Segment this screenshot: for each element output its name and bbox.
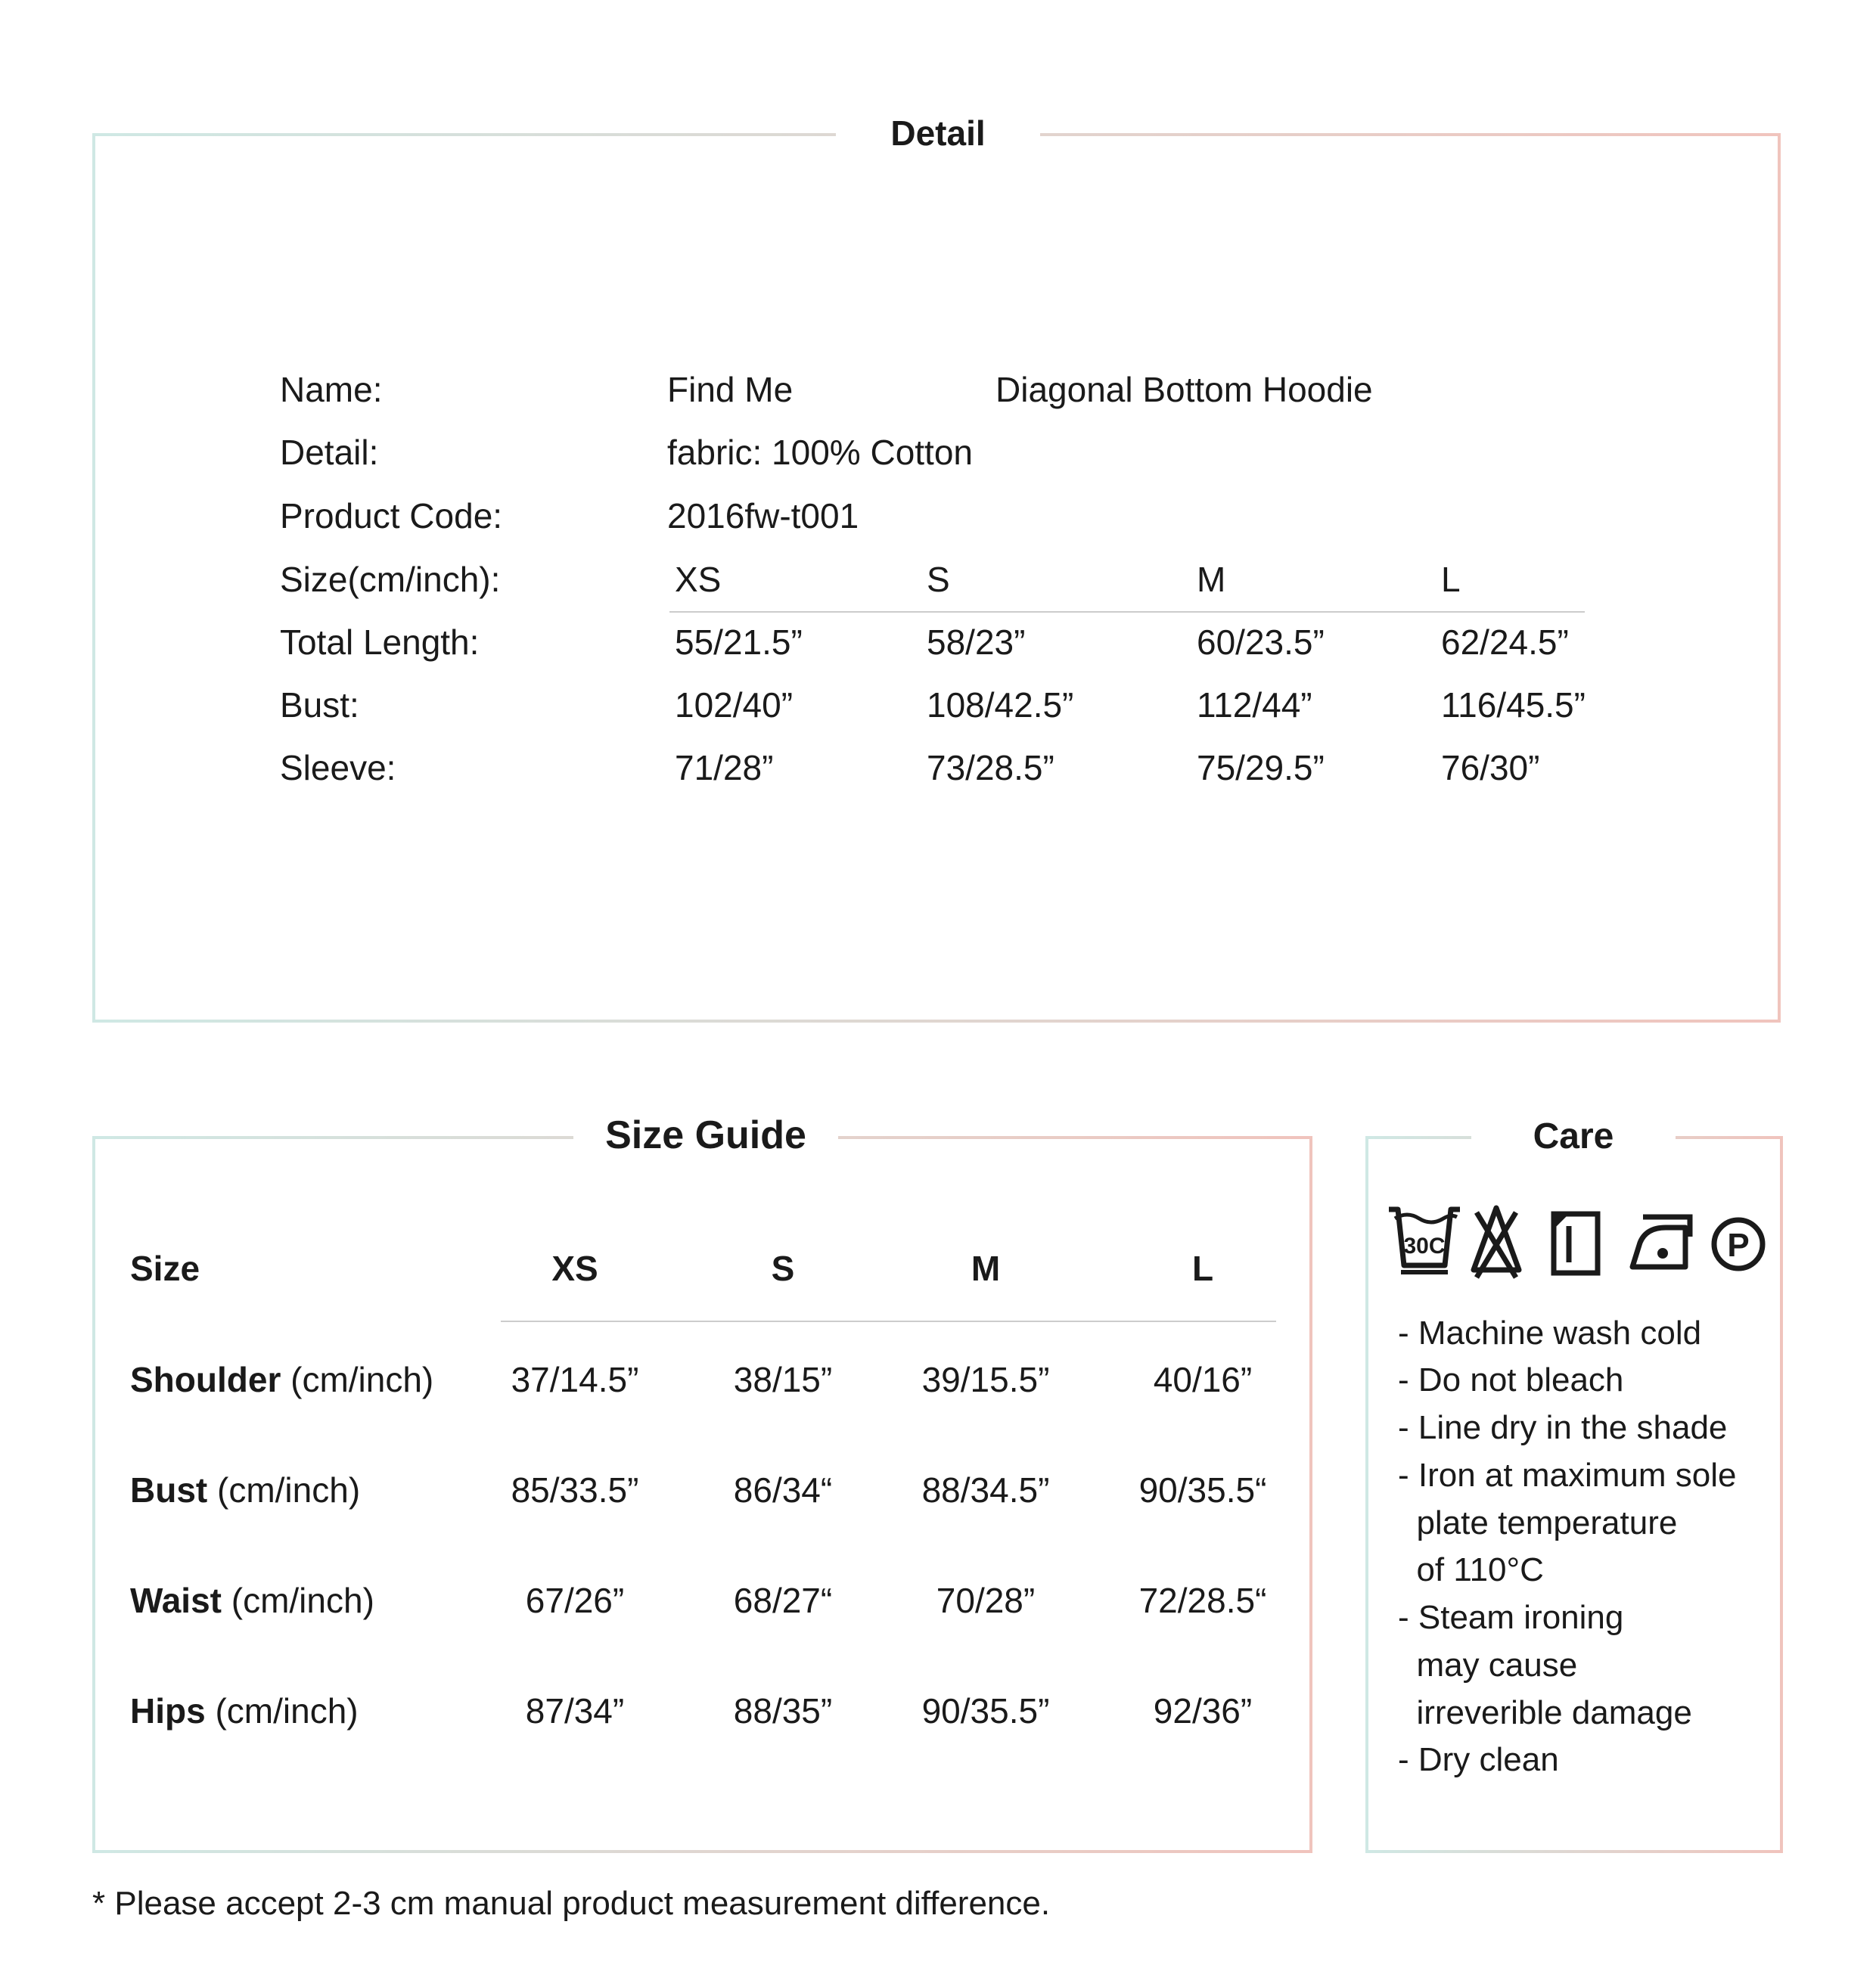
total-length-m: 60/23.5” [1197, 622, 1325, 662]
bust-l: 116/45.5” [1441, 685, 1586, 725]
care-line-2: - Do not bleach [1398, 1361, 1624, 1398]
size-guide-row-shoulder-label [130, 1359, 433, 1400]
size-guide-row-hips-name: Hips [130, 1691, 206, 1731]
waist-s: 68/27“ [733, 1581, 833, 1620]
total-length-l: 62/24.5” [1441, 622, 1569, 662]
detail-size-divider [669, 611, 1585, 613]
size-guide-header-divider [501, 1321, 1276, 1322]
size-guide-row-bust-label [130, 1470, 360, 1510]
dry-clean-letter: P [1727, 1227, 1750, 1264]
care-line-3: - Line dry in the shade [1398, 1409, 1728, 1446]
iron-low-icon [1632, 1217, 1690, 1267]
size-guide-row-bust-name: Bust [130, 1470, 208, 1510]
size-guide-title: Size Guide [573, 1108, 838, 1163]
size-guide-row-waist-name: Waist [130, 1581, 222, 1620]
care-line-1: - Machine wash cold [1398, 1315, 1702, 1352]
shoulder-l: 40/16” [1153, 1360, 1253, 1399]
size-guide-row-waist-label [130, 1580, 374, 1621]
waist-m: 70/28” [936, 1581, 1036, 1620]
care-line-10: - Dry clean [1398, 1741, 1559, 1778]
do-not-bleach-icon [1474, 1208, 1519, 1277]
size-unit-label: Size(cm/inch): [280, 560, 501, 599]
detail-size-xs: XS [675, 560, 722, 599]
measurement-footnote: * Please accept 2-3 cm manual product measurement difference. [92, 1885, 1051, 1922]
sleeve-s: 73/28.5” [927, 748, 1054, 787]
care-line-5: plate temperature [1398, 1504, 1678, 1541]
sg-bust-m: 88/34.5” [921, 1470, 1050, 1510]
line-dry-shade-icon [1554, 1214, 1598, 1273]
detail-size-s: S [927, 560, 950, 599]
bust-xs: 102/40” [675, 685, 794, 725]
bust-s: 108/42.5” [927, 685, 1074, 725]
waist-l: 72/28.5“ [1138, 1581, 1267, 1620]
size-guide-size-label: Size [130, 1249, 200, 1288]
name-product: Diagonal Bottom Hoodie [995, 370, 1373, 409]
shoulder-xs: 37/14.5” [511, 1360, 639, 1399]
total-length-xs: 55/21.5” [675, 622, 803, 662]
sleeve-m: 75/29.5” [1197, 748, 1325, 787]
size-guide-row-waist-unit: (cm/inch) [231, 1581, 374, 1620]
size-guide-row-hips-label [130, 1690, 359, 1731]
bust-m: 112/44” [1197, 685, 1312, 725]
hips-xs: 87/34” [525, 1691, 625, 1731]
size-guide-row-shoulder-name: Shoulder [130, 1360, 281, 1399]
care-line-9: irreverible damage [1398, 1694, 1692, 1731]
wash-30c-icon [1389, 1209, 1460, 1272]
hips-m: 90/35.5” [921, 1691, 1050, 1731]
shoulder-s: 38/15” [733, 1360, 833, 1399]
detail-label: Detail: [280, 433, 379, 472]
total-length-label: Total Length: [280, 622, 480, 662]
size-guide-col-s: S [771, 1249, 795, 1288]
shoulder-m: 39/15.5” [921, 1360, 1050, 1399]
size-guide-row-bust-unit: (cm/inch) [217, 1470, 361, 1510]
detail-size-m: M [1197, 560, 1226, 599]
care-line-4: - Iron at maximum sole [1398, 1457, 1737, 1494]
dry-clean-p-icon [1714, 1220, 1763, 1268]
product-code-value: 2016fw-t001 [667, 496, 859, 535]
total-length-s: 58/23” [927, 622, 1026, 662]
wash-temp-text: 30C [1403, 1234, 1446, 1259]
name-label: Name: [280, 370, 383, 409]
care-icons [1384, 1199, 1770, 1282]
size-guide-col-m: M [971, 1249, 1001, 1288]
detail-size-l: L [1441, 560, 1461, 599]
size-guide-row-shoulder-unit: (cm/inch) [290, 1360, 434, 1399]
sg-bust-l: 90/35.5“ [1138, 1470, 1267, 1510]
care-title: Care [1471, 1112, 1676, 1162]
bust-label: Bust: [280, 685, 359, 725]
size-guide-col-l: L [1191, 1249, 1214, 1288]
size-guide-col-xs: XS [551, 1249, 598, 1288]
care-line-7: - Steam ironing [1398, 1599, 1624, 1636]
hips-s: 88/35” [733, 1691, 833, 1731]
sleeve-label: Sleeve: [280, 748, 396, 787]
sleeve-l: 76/30” [1441, 748, 1540, 787]
sg-bust-xs: 85/33.5” [511, 1470, 639, 1510]
detail-value: fabric: 100% Cotton [667, 433, 974, 472]
sg-bust-s: 86/34“ [733, 1470, 833, 1510]
waist-xs: 67/26” [525, 1581, 625, 1620]
hips-l: 92/36” [1153, 1691, 1253, 1731]
care-line-8: may cause [1398, 1647, 1578, 1684]
product-code-label: Product Code: [280, 496, 503, 535]
care-line-6: of 110°C [1398, 1551, 1544, 1588]
sleeve-xs: 71/28” [675, 748, 774, 787]
detail-title: Detail [836, 110, 1040, 156]
name-brand: Find Me [667, 370, 794, 409]
size-guide-row-hips-unit: (cm/inch) [215, 1691, 359, 1731]
